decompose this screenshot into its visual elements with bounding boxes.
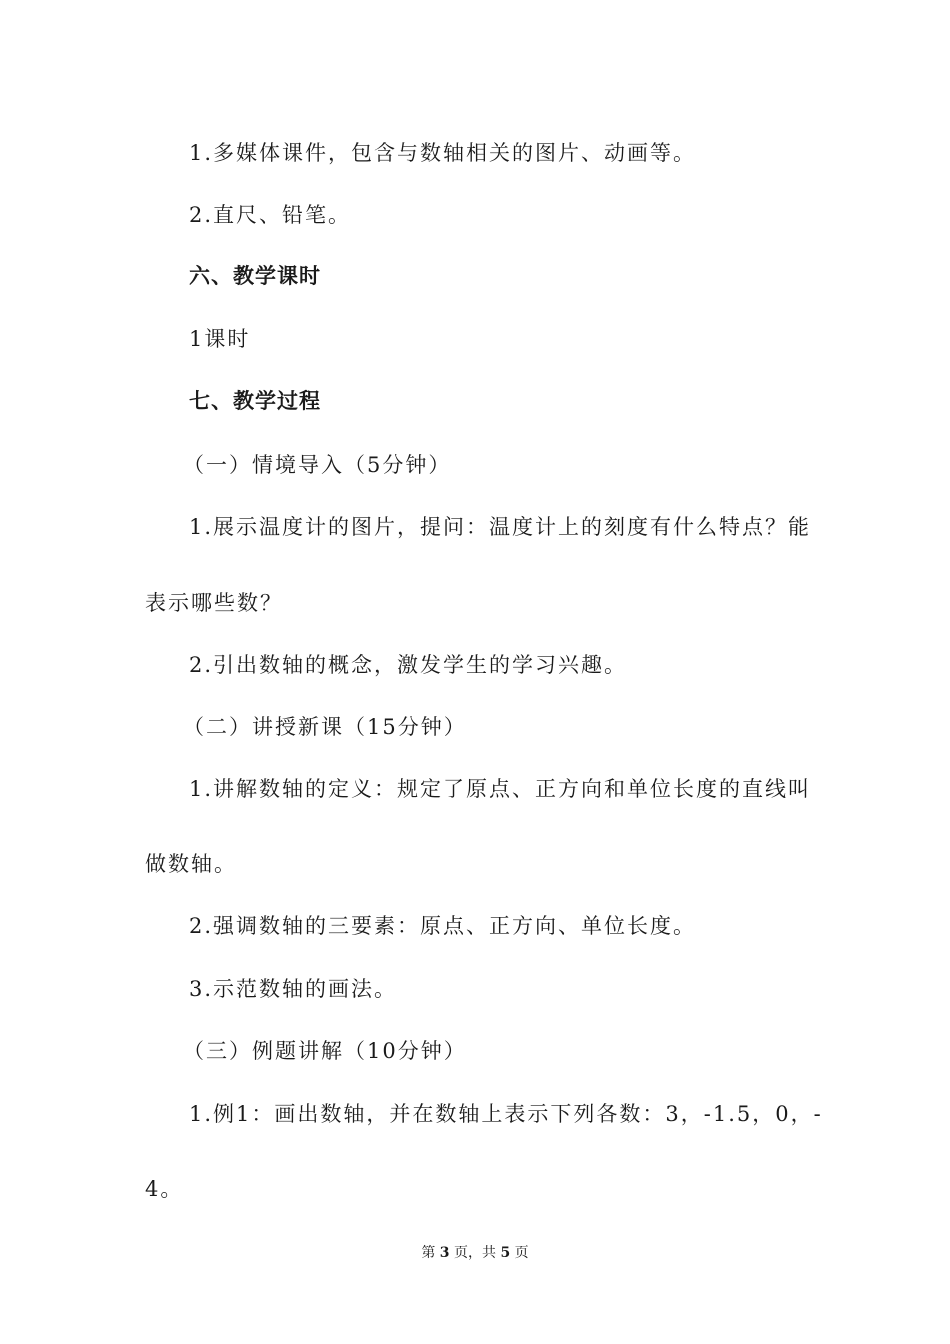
paragraph-line: 2.强调数轴的三要素：原点、正方向、单位长度。 bbox=[189, 914, 697, 938]
paragraph-line: 1.讲解数轴的定义：规定了原点、正方向和单位长度的直线叫 bbox=[189, 777, 812, 801]
paragraph-line-continued: 表示哪些数？ bbox=[145, 591, 283, 615]
section-heading-6: 六、教学课时 bbox=[189, 264, 321, 288]
footer-middle: 页，共 bbox=[454, 1245, 496, 1261]
class-hours-text: 1课时 bbox=[189, 327, 251, 351]
materials-item-2: 2.直尺、铅笔。 bbox=[189, 203, 352, 227]
paragraph-line-continued: 做数轴。 bbox=[145, 852, 237, 876]
subsection-heading-3: （三）例题讲解（10分钟） bbox=[183, 1039, 467, 1063]
paragraph-line: 3.示范数轴的画法。 bbox=[189, 977, 398, 1001]
total-page-number: 5 bbox=[500, 1245, 511, 1261]
materials-item-1: 1.多媒体课件，包含与数轴相关的图片、动画等。 bbox=[189, 141, 697, 165]
paragraph-line: 1.例1：画出数轴，并在数轴上表示下列各数：3，-1.5，0，- bbox=[189, 1102, 823, 1126]
subsection-heading-2: （二）讲授新课（15分钟） bbox=[183, 715, 467, 739]
paragraph-line: 1.展示温度计的图片，提问：温度计上的刻度有什么特点？能 bbox=[189, 515, 812, 539]
paragraph-line-continued: 4。 bbox=[145, 1177, 184, 1201]
footer-prefix: 第 bbox=[421, 1245, 436, 1261]
subsection-heading-1: （一）情境导入（5分钟） bbox=[183, 453, 452, 477]
footer-suffix: 页 bbox=[514, 1245, 529, 1261]
paragraph-line: 2.引出数轴的概念，激发学生的学习兴趣。 bbox=[189, 653, 628, 677]
section-heading-7: 七、教学过程 bbox=[189, 389, 321, 413]
current-page-number: 3 bbox=[439, 1245, 450, 1261]
page-footer bbox=[0, 1244, 950, 1262]
